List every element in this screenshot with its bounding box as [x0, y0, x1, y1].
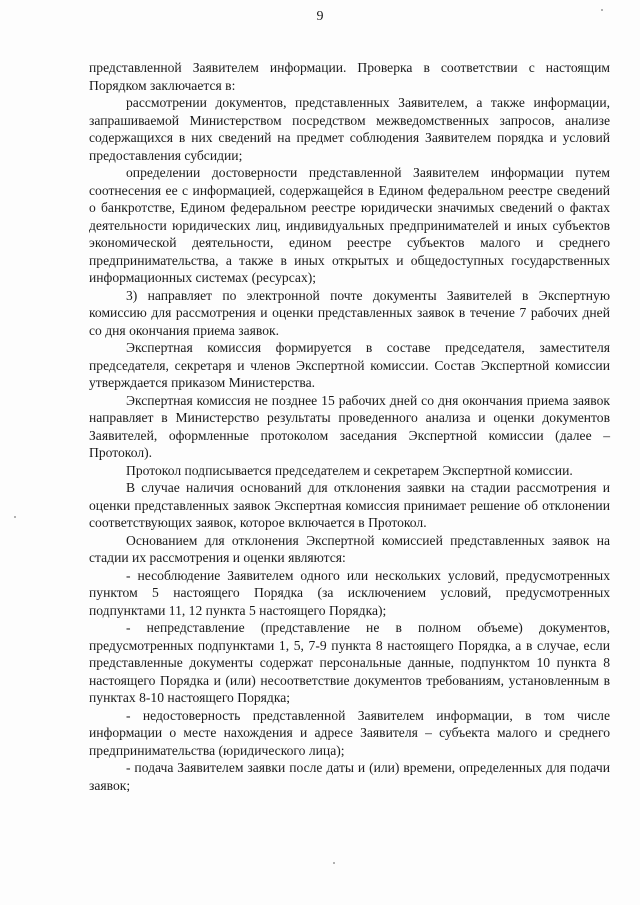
scan-speck [14, 516, 16, 518]
paragraph-rejection-decision: В случае наличия оснований для отклонения заявки на стадии рассмотрения и оценки представленных заявок Экспертная комиссия принимает решение об отклонении соответствующих заявок, которое включается в Протокол. [89, 480, 610, 530]
paragraph-commission-composition: Экспертная комиссия формируется в составе председателя, заместителя председателя, секретаря и членов Экспертной комиссии. Состав Экспертной комиссии утверждается приказом Министерства. [89, 340, 610, 390]
paragraph-verification-intro: представленной Заявителем информации. Проверка в соответствии с настоящим Порядком заключается в: [89, 60, 610, 93]
paragraph-reliability-check: определении достоверности представленной Заявителем информации путем соотнесения ее с информацией, содержащейся в Едином федеральном реестре сведений о банкротстве, Едином федеральном реестре юридически значимых сведений о фактах деятельности юридических лиц, индивидуальных предпринимателей и иных субъектов экономической деятельности, едином реестре субъектов малого и среднего предпринимательства, а также в иных открытых и общедоступных государственных информационных системах (ресурсах); [89, 165, 610, 285]
paragraph-rejection-grounds: Основанием для отклонения Экспертной комиссией представленных заявок на стадии их рассмотрения и оценки являются: [89, 532, 610, 565]
list-item-noncompliance: - несоблюдение Заявителем одного или нескольких условий, предусмотренных пунктом 5 настоящего Порядка (за исключением условий, предусмотренных подпунктами 11, 12 пункта 5 настоящего Порядка); [89, 567, 610, 618]
scan-speck [333, 862, 335, 864]
document-body [89, 59, 610, 794]
scan-speck [601, 9, 603, 11]
list-item-inaccurate-info: - недостоверность представленной Заявителем информации, в том числе информации о месте нахождения и адресе Заявителя – субъекта малого и среднего предпринимательства (юридического лица); [89, 707, 610, 758]
paragraph-protocol-signing: Протокол подписывается председателем и секретарем Экспертной комиссии. [126, 462, 573, 478]
paragraph-email-to-commission: 3) направляет по электронной почте документы Заявителей в Экспертную комиссию для рассмотрения и оценки представленных заявок в течение 7 рабочих дней со дня окончания приема заявок. [89, 287, 610, 338]
page-number: 9 [316, 9, 324, 24]
paragraph-commission-deadline: Экспертная комиссия не позднее 15 рабочих дней со дня окончания приема заявок направляет в Министерство результаты проведенного анализа и оценки документов Заявителей, оформленные протоколом заседания Экспертной комиссии (далее – Протокол). [89, 392, 610, 460]
paragraph-document-review: рассмотрении документов, представленных Заявителем, а также информации, запрашиваемой Министерством посредством межведомственных запросов, анализе содержащихся в них сведений на предмет соблюдения Заявителем порядка и условий предоставления субсидии; [89, 95, 610, 163]
list-item-late-submission: - подача Заявителем заявки после даты и (или) времени, определенных для подачи заявок; [89, 760, 610, 793]
list-item-missing-documents: - непредставление (представление не в полном объеме) документов, предусмотренных подпунктами 1, 5, 7-9 пункта 8 настоящего Порядка, а в случае, если представленные документы содержат персональные данные, подпунктом 10 пункта 8 настоящего Порядка и (или) несоответствие документов требованиям, установленным в пунктах 8-10 настоящего Порядка; [89, 620, 610, 705]
